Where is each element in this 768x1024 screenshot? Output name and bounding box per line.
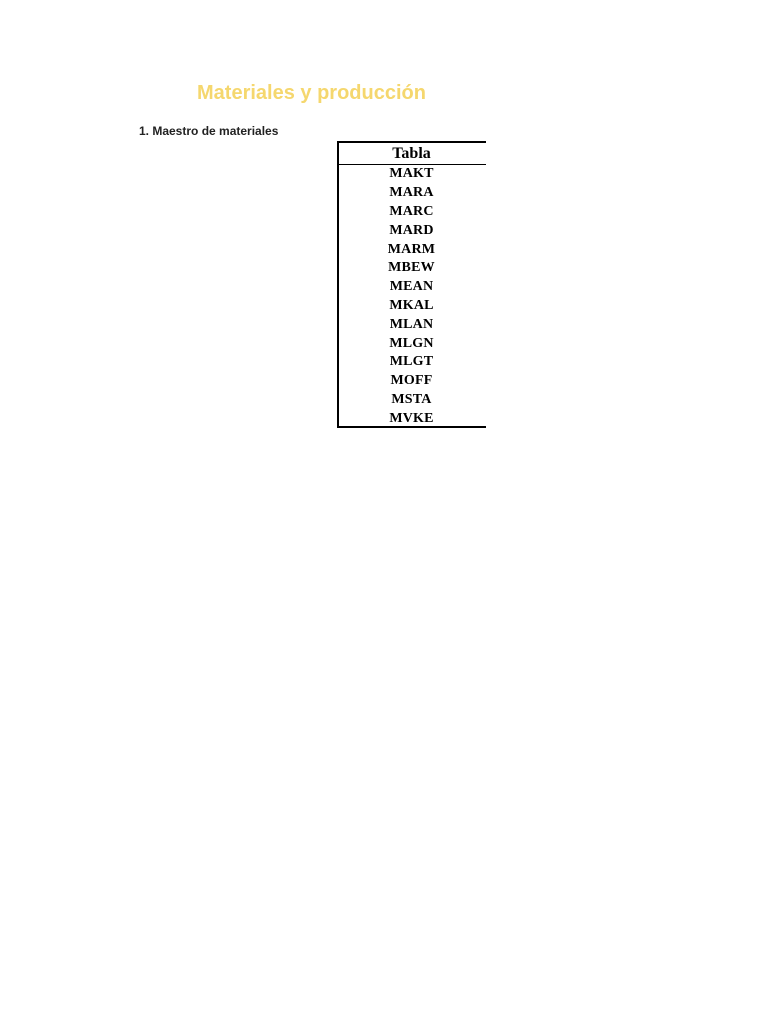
table-row: MAKT (389, 166, 434, 182)
table-row: MEAN (389, 279, 434, 295)
table-row: MSTA (391, 391, 432, 407)
materials-table (337, 141, 486, 428)
table-row: MOFF (390, 373, 433, 389)
table-body (339, 165, 486, 428)
table-row: MARA (389, 185, 434, 201)
table-row: MARD (389, 222, 434, 238)
table-row: MARC (389, 203, 434, 219)
section-heading: 1. Maestro de materiales (139, 124, 279, 138)
table-row: MLGN (389, 335, 434, 351)
table-row: MARM (387, 241, 436, 257)
table-row: MLAN (389, 316, 434, 332)
page-title: Materiales y producción (197, 82, 426, 104)
table-row: MBEW (388, 260, 435, 276)
table-row: MKAL (389, 297, 434, 313)
table-row: MVKE (389, 410, 434, 426)
table-row: MLGT (389, 354, 434, 370)
table-header-tabla: Tabla (339, 143, 486, 165)
